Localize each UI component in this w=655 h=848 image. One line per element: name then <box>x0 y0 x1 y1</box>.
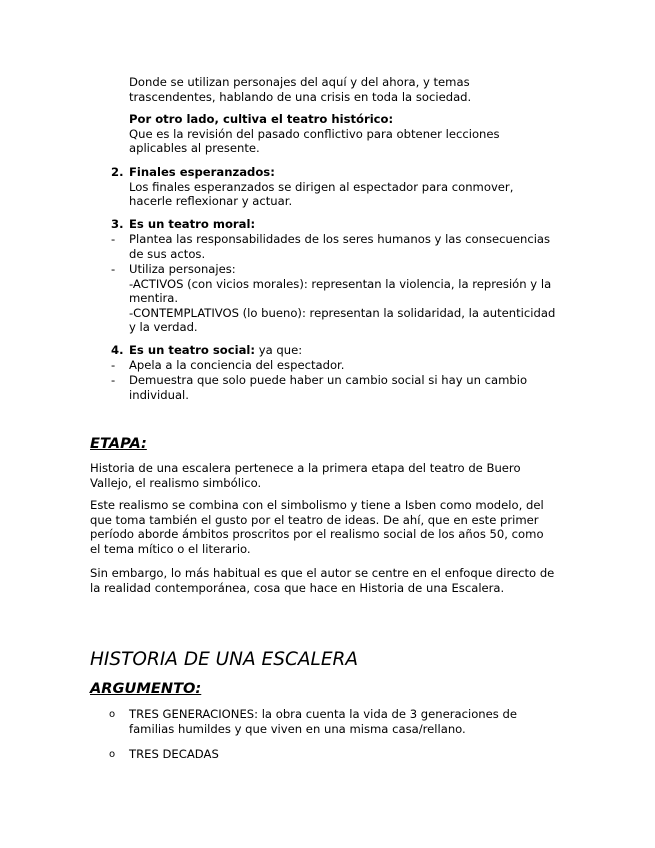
etapa-p2-line-3: período aborde ámbitos proscritos por el realismo social de los años 50, como <box>90 527 544 542</box>
contemplativos-line-2: y la verdad. <box>129 320 198 335</box>
etapa-p2-line-2: que toma también el gusto por el teatro de ideas. De ahí, que en este primer <box>90 512 539 527</box>
item-2-title: Finales esperanzados: <box>129 165 275 179</box>
historical-line-2: aplicables al presente. <box>129 141 260 156</box>
item-4-heading <box>129 343 569 358</box>
item-3-bullet-1-line-1: Plantea las responsabilidades de los seres humanos y las consecuencias <box>129 232 551 246</box>
argumento-item-1-line-1: TRES GENERACIONES: la obra cuenta la vida de 3 generaciones de <box>129 707 517 721</box>
item-4-bullet-2-line-1: Demuestra que solo puede haber un cambio social si hay un cambio <box>129 373 528 387</box>
argumento-bullet-2: o <box>109 749 116 760</box>
etapa-paragraph-1 <box>90 461 570 490</box>
etapa-p3-line-2: la realidad contemporánea, cosa que hace en Historia de una Escalera. <box>90 580 505 595</box>
etapa-p2-line-4: el tema mítico o el literario. <box>90 541 251 556</box>
intro-paragraph <box>129 75 569 104</box>
item-4-dash-2: - <box>111 373 116 387</box>
item-3-number: 3. <box>111 217 124 231</box>
item-3-bullet-1-line-2: de sus actos. <box>129 246 206 261</box>
etapa-p2-line-1: Este realismo se combina con el simbolismo y tiene a Isben como modelo, del <box>90 498 544 512</box>
etapa-p1-line-1: Historia de una escalera pertenece a la primera etapa del teatro de Buero <box>90 461 521 475</box>
item-4-dash-1: - <box>111 358 116 372</box>
activos-line-2: mentira. <box>129 291 179 306</box>
contemplativos-line-1: -CONTEMPLATIVOS (lo bueno): representan la solidaridad, la autenticidad <box>129 305 556 320</box>
etapa-p3-line-1: Sin embargo, lo más habitual es que el autor se centre en el enfoque directo de <box>90 566 555 580</box>
historical-paragraph <box>129 112 569 156</box>
intro-line-2: trascendentes, hablando de una crisis en toda la sociedad. <box>129 89 472 104</box>
item-4-number: 4. <box>111 343 124 357</box>
item-2-line-2: hacerle reflexionar y actuar. <box>129 194 293 209</box>
item-3-bullet-2 <box>129 262 569 335</box>
item-3-bullet-2-line-1: Utiliza personajes: <box>129 262 236 276</box>
item-4-bullet-1: Apela a la conciencia del espectador. <box>129 358 345 372</box>
item-3-title: Es un teatro moral: <box>129 217 256 231</box>
etapa-paragraph-3 <box>90 566 570 595</box>
etapa-heading: ETAPA: <box>90 435 147 452</box>
item-3-dash-2: - <box>111 262 116 276</box>
intro-line-1: Donde se utilizan personajes del aquí y del ahora, y temas <box>129 75 470 89</box>
item-2 <box>129 165 569 209</box>
argumento-item-1-line-2: familias humildes y que viven en una misma casa/rellano. <box>129 721 466 736</box>
item-2-line-1: Los finales esperanzados se dirigen al espectador para conmover, <box>129 179 514 194</box>
argumento-item-1 <box>129 707 569 736</box>
etapa-p1-line-2: Vallejo, el realismo simbólico. <box>90 475 262 490</box>
activos-line-1: -ACTIVOS (con vicios morales): representan la violencia, la represión y la <box>129 276 552 291</box>
item-4-title: Es un teatro social: <box>129 343 256 357</box>
historia-heading: HISTORIA DE UNA ESCALERA <box>90 649 359 670</box>
item-4-bullet-2 <box>129 373 569 402</box>
item-3-dash-1: - <box>111 232 116 246</box>
etapa-paragraph-2 <box>90 498 570 556</box>
historical-title: Por otro lado, cultiva el teatro histórico: <box>129 112 394 126</box>
argumento-item-2: TRES DECADAS <box>129 747 219 761</box>
argumento-bullet-1: o <box>109 709 116 720</box>
item-2-number: 2. <box>111 165 124 179</box>
item-3-bullet-1 <box>129 232 569 261</box>
item-4-bullet-2-line-2: individual. <box>129 387 189 402</box>
argumento-heading: ARGUMENTO: <box>90 680 202 697</box>
historical-line-1: Que es la revisión del pasado conflictivo para obtener lecciones <box>129 126 500 141</box>
item-4-title-suffix: ya que: <box>255 343 303 357</box>
